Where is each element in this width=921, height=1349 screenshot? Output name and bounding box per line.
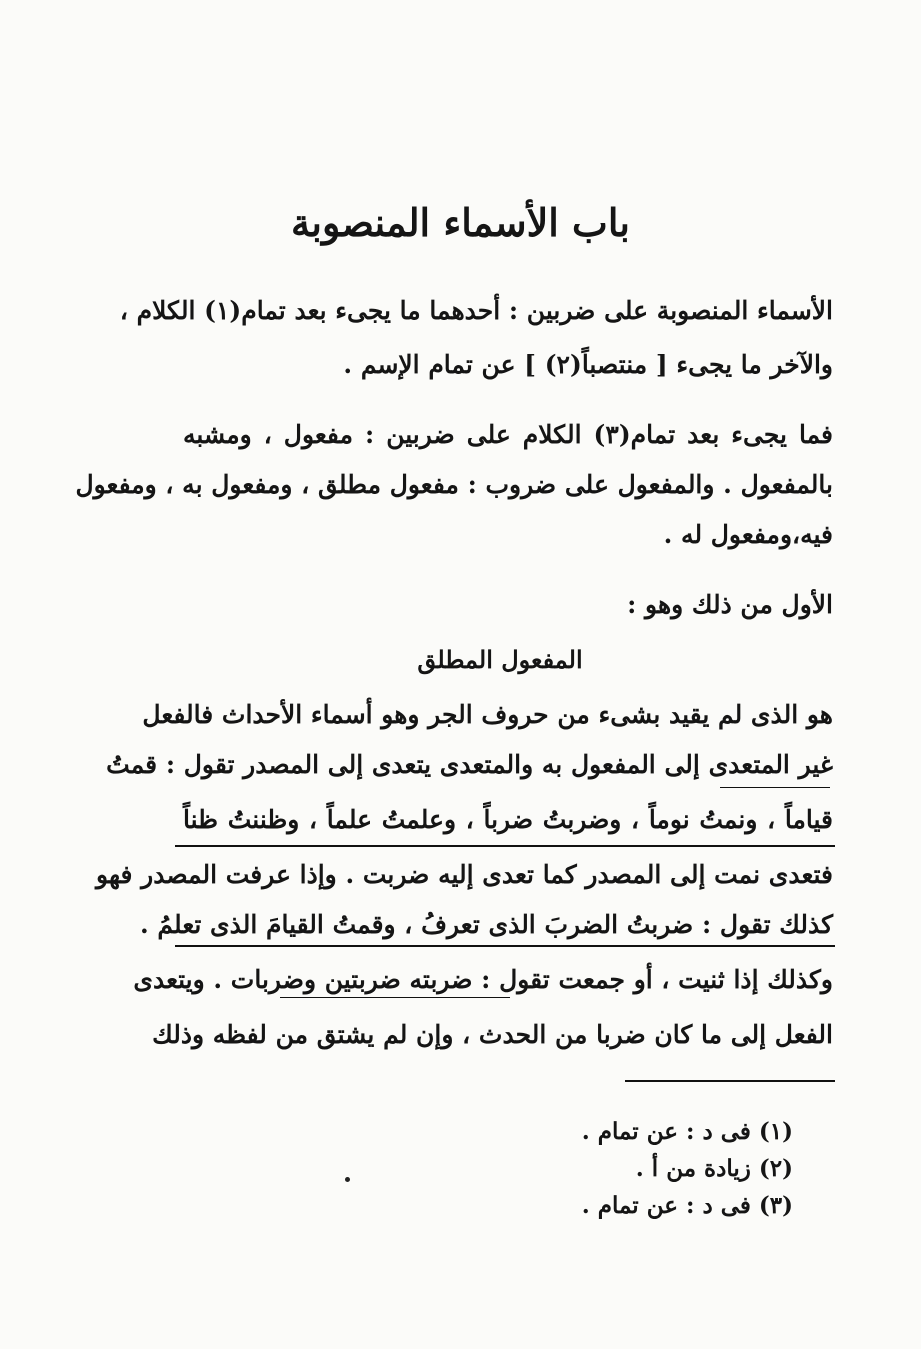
body-line-1: هو الذى لم يقيد بشىء من حروف الجر وهو أسماء الأحداث فالفعل <box>142 700 833 729</box>
section-heading: المفعول المطلق <box>417 645 583 674</box>
body-line-2: غير المتعدى إلى المفعول به والمتعدى يتعدى إلى المصدر تقول : قمتُ <box>106 750 833 779</box>
underline-2 <box>175 845 835 847</box>
chapter-title: باب الأسماء المنصوبة <box>291 200 630 245</box>
footnote-separator <box>625 1080 835 1082</box>
footnote-3: (٣) فى د : عن تمام . <box>581 1192 793 1219</box>
footnote-1: (١) فى د : عن تمام . <box>581 1118 793 1145</box>
body-line-3: قياماً ، ونمتُ نوماً ، وضربتُ ضرباً ، وعلمتُ علماً ، وظننتُ ظناً <box>183 805 833 834</box>
first-item-intro: الأول من ذلك وهو : <box>627 590 833 619</box>
underline-4 <box>280 997 510 998</box>
body-line-5: كذلك تقول : ضربتُ الضربَ الذى تعرفُ ، وقمتُ القيامَ الذى تعلمُ . <box>140 910 833 939</box>
intro-line-1: الأسماء المنصوبة على ضربين : أحدهما ما يجىء بعد تمام(١) الكلام ، <box>119 296 833 325</box>
footnote-2: (٢) زيادة من أ . <box>635 1155 793 1182</box>
body-line-4: فتعدى نمت إلى المصدر كما تعدى إليه ضربت . وإذا عرفت المصدر فهو <box>96 860 833 889</box>
ink-speck <box>345 1177 350 1182</box>
intro-line-2: والآخر ما يجىء [ منتصباً(٢) ] عن تمام الإسم . <box>343 350 833 379</box>
body-line-6: وكذلك إذا ثنيت ، أو جمعت تقول : ضربته ضربتين وضربات . ويتعدى <box>133 965 833 994</box>
para2-line-1: فما يجىء بعد تمام(٣) الكلام على ضربين : مفعول ، ومشبه <box>183 420 833 449</box>
underline-1 <box>720 787 830 788</box>
para2-line-3: فيه،ومفعول له . <box>663 520 833 549</box>
para2-line-2: بالمفعول . والمفعول على ضروب : مفعول مطلق ، ومفعول به ، ومفعول <box>75 470 833 499</box>
underline-3 <box>175 945 835 947</box>
body-line-7: الفعل إلى ما كان ضربا من الحدث ، وإن لم يشتق من لفظه وذلك <box>152 1020 833 1049</box>
